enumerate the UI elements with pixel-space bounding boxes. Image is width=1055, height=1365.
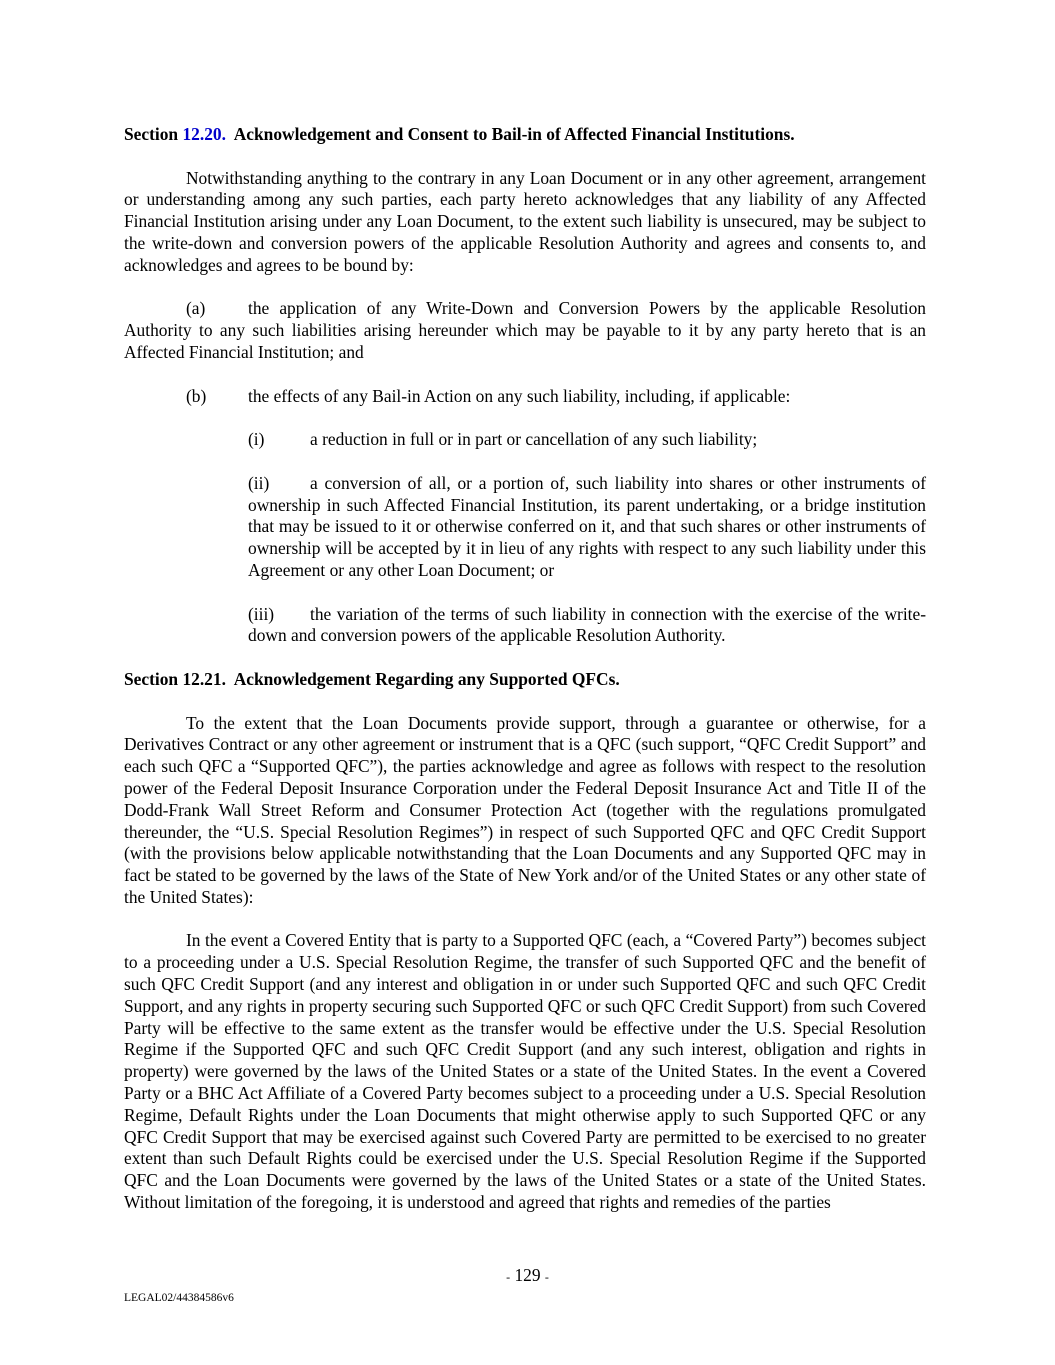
page-number <box>0 1265 1055 1289</box>
section-12-20-intro: Notwithstanding anything to the contrary in any Loan Document or in any other agreement, arrangement or understanding among any such parties, each party hereto acknowledges that any liability of any Affected Financial Institution arising under any Loan Document, to the extent such liability is unsecured, may be subject to the write-down and conversion powers of the applicable Resolution Authority and agrees and consents to, and acknowledges and agrees to be bound by: <box>124 167 926 275</box>
item-i-text: a reduction in full or in part or cancellation of any such liability; <box>310 429 758 450</box>
item-iii <box>124 604 926 648</box>
item-ii <box>124 473 926 582</box>
item-iii-text: the variation of the terms of such liability in connection with the exercise of the write-down and conversion powers of the applicable Resolution Authority. <box>248 603 926 646</box>
item-a-rest: Authority to any such liabilities arising hereunder which may be payable to it by any party hereto that is an Affected Financial Institution; and <box>124 320 926 362</box>
item-ii-text: a conversion of all, or a portion of, such liability into shares or other instruments of ownership in such Affected Financial Institution, its parent undertaking, or a bridge institution that may be issued to it or otherwise conferred on it, and that such shares or other instruments of ownership will be accepted by it in lieu of any rights with respect to any such liability under this Agreement or any other Loan Document; or <box>248 472 926 580</box>
section-12-21-paragraph-1: To the extent that the Loan Documents provide support, through a guarantee or otherwise, for a Derivatives Contract or any other agreement or instrument that is a QFC (such support, “QFC Credit Support” and each such QFC a “Supported QFC”), the parties acknowledge and agree as follows with respect to the resolution power of the Federal Deposit Insurance Corporation under the Federal Deposit Insurance Act and Title II of the Dodd-Frank Wall Street Reform and Consumer Protection Act (together with the regulations promulgated thereunder, the “U.S. Special Resolution Regimes”) in respect of such Supported QFC and QFC Credit Support (with the provisions below applicable notwithstanding that the Loan Documents and any Supported QFC may in fact be stated to be governed by the laws of the State of New York and/or of the United States or any other state of the United States): <box>124 712 926 907</box>
item-iii-marker: (iii) <box>248 603 275 624</box>
page-number-dash-right: - <box>544 1270 549 1284</box>
section-12-20-number-link[interactable]: 12.20. <box>182 124 226 144</box>
section-12-21-heading <box>124 669 926 691</box>
item-i <box>124 429 926 451</box>
section-12-21-paragraph-2: In the event a Covered Entity that is party to a Supported QFC (each, a “Covered Party”) becomes subject to a proceeding under a U.S. Special Resolution Regime, the transfer of such Supported QFC and the benefit of such QFC Credit Support (and any interest and obligation in or under such Supported QFC and such QFC Credit Support, and any rights in property securing such Supported QFC or such QFC Credit Support) from such Covered Party will be effective to the same extent as the transfer would be effective under the U.S. Special Resolution Regime if the Supported QFC and such QFC Credit Support (and any such interest, obligation and rights in property) were governed by the laws of the United States or a state of the United States. In the event a Covered Party or a BHC Act Affiliate of a Covered Party becomes subject to a proceeding under a U.S. Special Resolution Regime, Default Rights under the Loan Documents that might otherwise apply to such Supported QFC or any QFC Credit Support that may be exercised against such Covered Party are permitted to be exercised to no greater extent than such Default Rights could be exercised under the U.S. Special Resolution Regime if the Supported QFC and the Loan Documents were governed by the laws of the United States or a state of the United States. Without limitation of the foregoing, it is understood and agreed that rights and remedies of the parties <box>124 930 926 1213</box>
item-i-marker: (i) <box>248 429 265 450</box>
section-label: Section <box>124 124 179 144</box>
section-12-20-title: Acknowledgement and Consent to Bail-in of Affected Financial Institutions. <box>233 124 795 144</box>
item-b <box>124 386 926 408</box>
section-12-21-label: Section 12.21. <box>124 668 226 689</box>
document-id: LEGAL02/44384586v6 <box>124 1292 234 1304</box>
item-b-marker: (b) <box>186 385 207 406</box>
item-a <box>124 298 926 363</box>
item-a-first-line: the application of any Write-Down and Conversion Powers by the applicable Resolution <box>248 298 926 319</box>
item-ii-marker: (ii) <box>248 472 270 493</box>
page-number-value: 129 <box>514 1265 541 1285</box>
document-page <box>124 124 926 1236</box>
page-number-dash-left: - <box>506 1270 511 1284</box>
section-12-20-heading <box>124 124 926 146</box>
section-12-21-title: Acknowledgement Regarding any Supported QFCs. <box>233 668 620 689</box>
item-a-marker: (a) <box>186 298 206 319</box>
item-b-text: the effects of any Bail-in Action on any such liability, including, if applicable: <box>248 385 791 406</box>
